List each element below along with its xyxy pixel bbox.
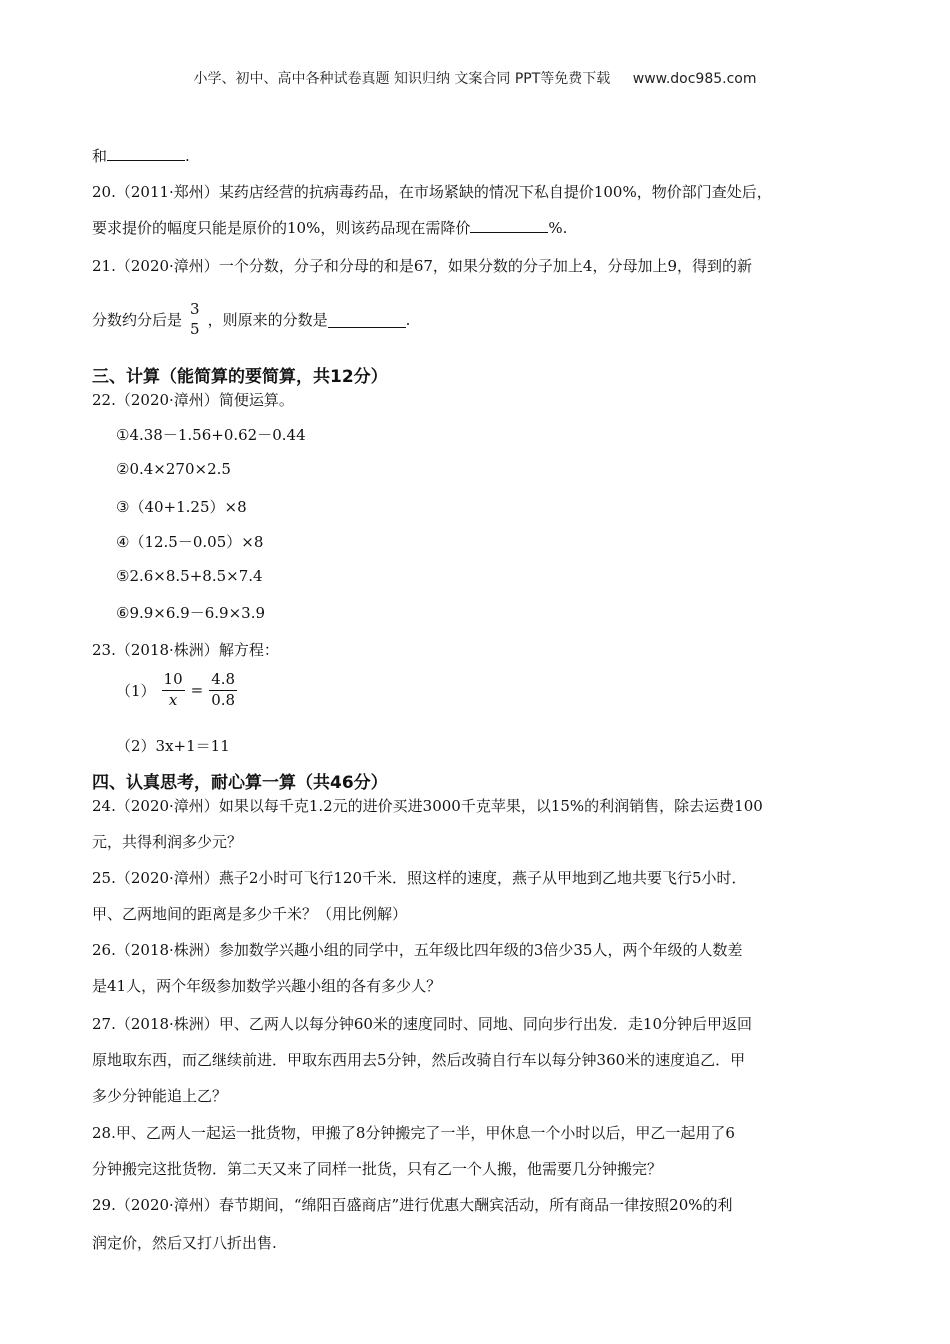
answer-blank: [470, 217, 548, 233]
fraction-denominator: x: [168, 690, 178, 709]
q19-suffix: .: [185, 147, 190, 165]
question-text: 甲、乙两人一起运一批货物，甲搬了8分钟搬完了一半，甲休息一个小时以后，甲乙一起用了6: [115, 1124, 735, 1142]
equals-sign: =: [190, 681, 204, 700]
q27-line1: [92, 1013, 752, 1034]
fraction-denominator: 0.8: [211, 690, 236, 709]
q20-line1: [92, 181, 772, 202]
q26-line1: [92, 939, 742, 960]
question-number: 23.: [92, 641, 116, 659]
question-number: 27.: [92, 1015, 116, 1033]
calc-item: ④（12.5－0.05）×8: [116, 533, 264, 551]
question-number: 21.: [92, 257, 116, 275]
answer-blank: [107, 145, 185, 161]
equation-2: （2）3x+1＝11: [116, 737, 230, 755]
question-text: 甲、乙两人以每分钟60米的速度同时、同地、同向步行出发．走10分钟后甲返回: [218, 1015, 752, 1033]
q27-line2: 原地取东西，而乙继续前进．甲取东西用去5分钟，然后改骑自行车以每分钟360米的速度追乙．甲: [92, 1051, 746, 1069]
question-number: 26.: [92, 941, 116, 959]
question-text: 某药店经营的抗病毒药品，在市场紧缺的情况下私自提价100%，物价部门查处后，: [218, 183, 772, 201]
question-text: 一个分数，分子和分母的和是67，如果分数的分子加上4，分母加上9，得到的新: [218, 257, 752, 275]
question-number: 28.: [92, 1124, 116, 1142]
question-source: （2018·株洲）: [115, 641, 219, 659]
fraction-numerator: 3: [190, 300, 200, 318]
question-source: （2020·漳州）: [115, 869, 219, 887]
fraction: [188, 302, 202, 338]
question-source: （2011·郑州）: [115, 183, 219, 201]
q19-tail: [92, 145, 190, 166]
question-source: （2020·漳州）: [115, 257, 219, 275]
fraction-denominator: 5: [190, 319, 200, 338]
calc-item: ⑥9.9×6.9－6.9×3.9: [116, 604, 266, 622]
fraction-numerator: 10: [162, 672, 185, 691]
question-text: 如果以每千克1.2元的进价买进3000千克苹果，以15%的利润销售，除去运费100: [218, 797, 763, 815]
fraction: [209, 672, 237, 709]
section-title: 三、计算（能简算的要简算，共12分）: [92, 367, 388, 387]
q24-line2: 元，共得利润多少元？: [92, 833, 243, 851]
question-text: 分数约分后是: [92, 311, 183, 330]
q22-line: [92, 389, 294, 410]
q29-line1: [92, 1194, 733, 1215]
question-text: 参加数学兴趣小组的同学中，五年级比四年级的3倍少35人，两个年级的人数差: [218, 941, 743, 959]
header-site: www.doc985.com: [632, 71, 757, 87]
q21-line1: [92, 255, 752, 276]
question-number: 24.: [92, 797, 116, 815]
q26-line2: 是41人，两个年级参加数学兴趣小组的各有多少人？: [92, 977, 442, 995]
question-text: ，则原来的分数是: [207, 311, 328, 330]
q25-line1: [92, 867, 747, 888]
question-text: 春节期间，“绵阳百盛商店”进行优惠大酬宾活动，所有商品一律按照20%的利: [218, 1196, 733, 1214]
question-number: 29.: [92, 1196, 116, 1214]
answer-blank: [328, 312, 406, 328]
equation-label: （1）: [116, 681, 156, 700]
question-text: .: [405, 310, 411, 329]
question-text: %.: [548, 219, 568, 237]
calc-item: ⑤2.6×8.5+8.5×7.4: [116, 567, 263, 585]
q25-line2: 甲、乙两地间的距离是多少千米？（用比例解）: [92, 905, 408, 923]
calc-item: ③（40+1.25）×8: [116, 498, 247, 516]
calc-item: ①4.38－1.56+0.62－0.44: [116, 426, 306, 444]
q28-line1: [92, 1122, 735, 1143]
fraction-numerator: 4.8: [209, 672, 237, 691]
q29-line2: 润定价，然后又打八折出售.: [92, 1234, 277, 1252]
question-source: （2020·漳州）: [115, 1196, 219, 1214]
section-title: 四、认真思考，耐心算一算（共46分）: [92, 773, 388, 793]
q21-line2: [92, 302, 410, 338]
question-source: （2020·漳州）: [115, 797, 219, 815]
question-text: 简便运算。: [218, 391, 294, 409]
question-source: （2020·漳州）: [115, 391, 219, 409]
calc-item: ②0.4×270×2.5: [116, 460, 231, 478]
q27-line3: 多少分钟能追上乙？: [92, 1087, 228, 1105]
q19-prefix: 和: [92, 147, 108, 165]
equation-1: [116, 672, 243, 709]
q20-line2: [92, 217, 567, 238]
question-source: （2018·株洲）: [115, 1015, 219, 1033]
question-text: 燕子2小时可飞行120千米．照这样的速度，燕子从甲地到乙地共要飞行5小时．: [218, 869, 747, 887]
page-header: [0, 68, 950, 88]
header-text: 小学、初中、高中各种试卷真题 知识归纳 文案合同 PPT等免费下载: [193, 71, 611, 87]
question-number: 22.: [92, 391, 116, 409]
question-text: 要求提价的幅度只能是原价的10%，则该药品现在需降价: [92, 219, 471, 237]
question-text: 解方程：: [218, 641, 279, 659]
fraction: [162, 672, 185, 709]
question-number: 25.: [92, 869, 116, 887]
question-source: （2018·株洲）: [115, 941, 219, 959]
q23-line: [92, 639, 279, 660]
q28-line2: 分钟搬完这批货物．第二天又来了同样一批货，只有乙一个人搬，他需要几分钟搬完？: [92, 1160, 663, 1178]
q24-line1: [92, 795, 763, 816]
question-number: 20.: [92, 183, 116, 201]
